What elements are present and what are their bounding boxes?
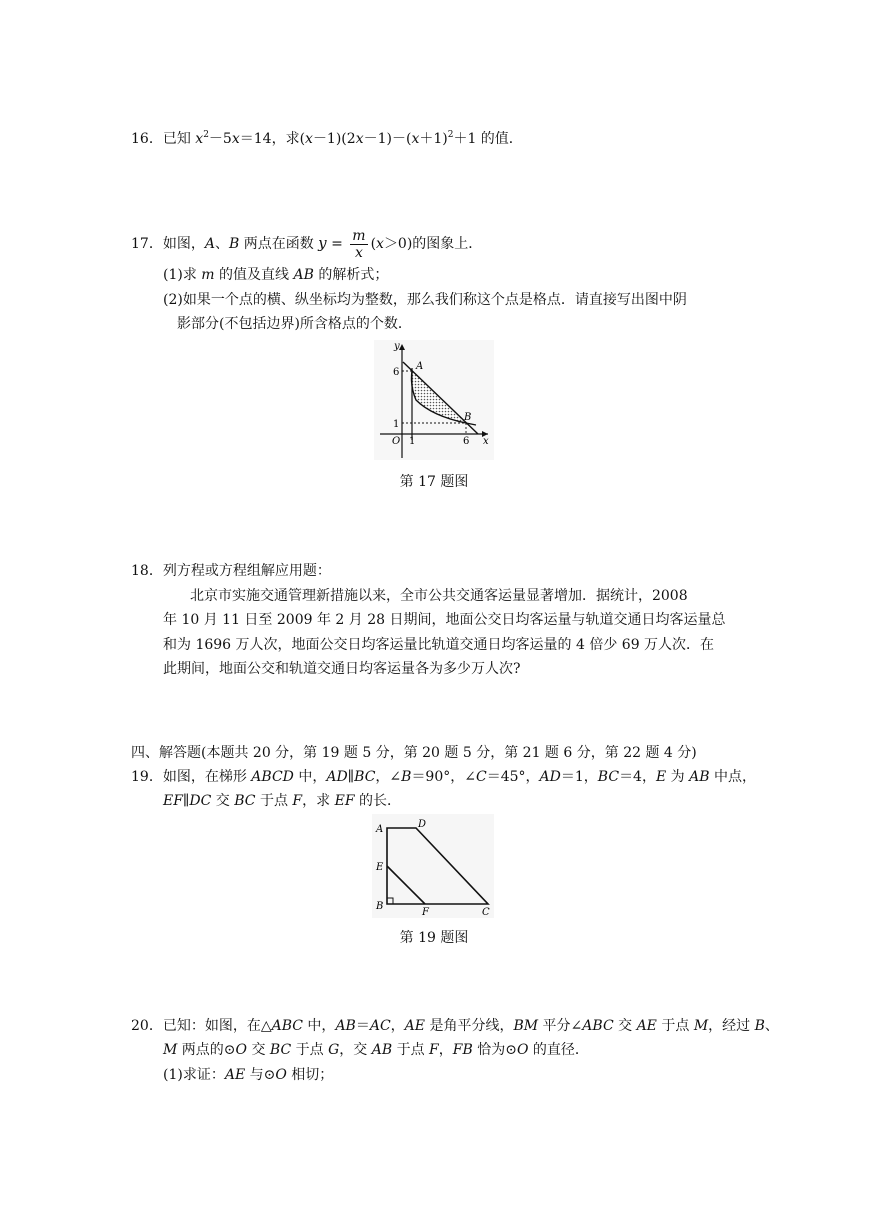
- segment-label: BM: [513, 1018, 539, 1034]
- segment-label: AB: [689, 769, 710, 785]
- label-a: A: [376, 824, 384, 835]
- segment-label: AE: [404, 1018, 426, 1034]
- point-label: M: [163, 1042, 178, 1058]
- label-o: O: [392, 436, 401, 447]
- text: ＝: [355, 1018, 370, 1034]
- text: 与⊙: [245, 1067, 276, 1083]
- question-number: 16．: [131, 131, 163, 147]
- figure-17-graph: [372, 338, 496, 462]
- segment-label: AC: [369, 1018, 391, 1034]
- text: 中点，: [709, 769, 756, 785]
- point-label: B: [754, 1018, 765, 1034]
- label-f: F: [422, 907, 429, 918]
- segment-label: FB: [452, 1042, 473, 1058]
- text: 相切；: [286, 1067, 334, 1083]
- segment-label: AE: [636, 1018, 657, 1034]
- text: ＋1): [419, 131, 448, 147]
- text: ＝45°，: [486, 769, 540, 785]
- question-16: [131, 129, 523, 149]
- text: ，∠: [375, 769, 402, 785]
- text: ，: [438, 1042, 453, 1058]
- text: 于点: [291, 1042, 329, 1058]
- text: 于点: [255, 793, 293, 809]
- point-label: F: [429, 1042, 439, 1058]
- fraction: [350, 228, 367, 261]
- question-number: 17．: [131, 236, 163, 252]
- figure-background: [372, 814, 494, 918]
- var-x: x: [195, 131, 204, 147]
- var-x: x: [355, 131, 364, 147]
- circle-label: O: [235, 1042, 248, 1058]
- section-4-heading: 四、解答题(本题共 20 分，第 19 题 5 分，第 20 题 5 分，第 21 题 6 分，第 22 题 4 分): [131, 745, 697, 761]
- var-x: x: [231, 131, 240, 147]
- point-label: E: [655, 769, 667, 785]
- tick-1-x: 1: [409, 436, 416, 447]
- point-label: M: [693, 1018, 709, 1034]
- question-17-part2-line1: (2)如果一个点的横、纵坐标均为整数，那么我们称这个点是格点．请直接写出图中阴: [163, 292, 687, 308]
- point-label: F: [292, 793, 303, 809]
- numerator: m: [352, 227, 366, 244]
- text: ，: [390, 1018, 405, 1034]
- segment-label: EF∥DC: [163, 793, 212, 809]
- text: 于点: [656, 1018, 694, 1034]
- question-number: 18．: [131, 563, 163, 579]
- figure-19-caption: 第 19 题图: [399, 930, 469, 946]
- text: －5: [208, 131, 232, 147]
- tick-6-x: 6: [463, 436, 470, 447]
- text: 平分∠: [538, 1018, 583, 1034]
- text: 交: [247, 1042, 270, 1058]
- text: (: [370, 236, 377, 252]
- question-18-line1: 北京市实施交通管理新措施以来，全市公共交通客运量显著增加．据统计，2008: [190, 588, 688, 604]
- point-label: B: [228, 236, 240, 252]
- text: 、: [214, 236, 229, 252]
- label-e: E: [376, 862, 384, 873]
- figure-19-trapezoid: [370, 812, 496, 920]
- segment-label: AB: [371, 1042, 393, 1058]
- text: 已知: [162, 131, 196, 147]
- text: ＝14，求(: [239, 131, 306, 147]
- text: 为: [666, 769, 690, 785]
- point-label: G: [328, 1042, 340, 1058]
- circle-label: O: [516, 1042, 529, 1058]
- var-x: x: [411, 131, 420, 147]
- shape-label: ABC: [271, 1018, 303, 1034]
- exponent: 2: [447, 130, 454, 140]
- question-18-line2: 年 10 月 11 日至 2009 年 2 月 28 日期间，地面公交日均客运量与轨道交通日均客运量总: [163, 612, 726, 628]
- question-number: 19．: [131, 769, 163, 785]
- text: ＋1 的值．: [453, 131, 523, 147]
- text: 于点: [392, 1042, 430, 1058]
- exponent: 2: [203, 130, 209, 140]
- text: 中，: [293, 769, 327, 785]
- equals: =: [326, 236, 348, 252]
- question-18-line3: 和为 1696 万人次，地面公交日均客运量比轨道交通日均客运量的 4 倍少 69 万人次．在: [163, 637, 715, 653]
- label-b: B: [464, 412, 472, 423]
- segment-label: AD: [539, 769, 561, 785]
- text: 的值及直线: [214, 267, 294, 283]
- question-19-line1: [131, 767, 756, 787]
- text: 两点在函数: [239, 236, 319, 252]
- question-20-line2: [163, 1040, 589, 1060]
- text: 两点的⊙: [177, 1042, 236, 1058]
- tick-6-y: 6: [393, 367, 400, 378]
- text: (1)求证：: [163, 1067, 225, 1083]
- text: 交: [613, 1018, 637, 1034]
- shape-label: ABCD: [251, 769, 294, 785]
- question-17-part2-line2: 影部分(不包括边界)所含格点的个数．: [177, 316, 412, 332]
- text: 恰为⊙: [472, 1042, 517, 1058]
- text: 的解析式；: [313, 267, 389, 283]
- text: 中，: [302, 1018, 336, 1034]
- point-label: A: [204, 236, 215, 252]
- text: 已知：如图，在△: [162, 1018, 272, 1034]
- text: ，求: [302, 793, 335, 809]
- text: 列方程或方程组解应用题：: [162, 563, 331, 579]
- text: 的长．: [354, 793, 401, 809]
- question-20-part1: [163, 1065, 333, 1085]
- point-label: C: [475, 769, 487, 785]
- label-c: C: [482, 907, 490, 918]
- segment-label: BC: [269, 1042, 292, 1058]
- text: ，交: [339, 1042, 372, 1058]
- label-b: B: [376, 901, 384, 912]
- point-label: B: [401, 769, 412, 785]
- text: 的直径．: [528, 1042, 589, 1058]
- text: ＝4，: [619, 769, 656, 785]
- segment-label: BC: [234, 793, 256, 809]
- text: 交: [211, 793, 235, 809]
- var-m: m: [201, 267, 215, 283]
- var-x: x: [305, 131, 313, 147]
- question-19-line2: [163, 791, 401, 811]
- circle-label: O: [275, 1067, 287, 1083]
- text: ，经过: [708, 1018, 755, 1034]
- text: 如图，: [162, 236, 205, 252]
- text: (1)求: [163, 267, 202, 283]
- segment-label: BC: [597, 769, 620, 785]
- text: 如图，在梯形: [162, 769, 252, 785]
- var-x: x: [376, 236, 384, 252]
- text: 是角平分线，: [425, 1018, 514, 1034]
- denominator: x: [354, 244, 363, 261]
- text: ＝90°，∠: [411, 769, 476, 785]
- label-a: A: [416, 361, 424, 372]
- label-d: D: [418, 819, 427, 830]
- question-number: 20．: [131, 1018, 163, 1034]
- question-18-title: [131, 561, 331, 581]
- label-y: y: [394, 341, 400, 352]
- func-y: y: [318, 234, 327, 252]
- text: －1)(2: [312, 131, 356, 147]
- question-17-intro: [131, 224, 482, 263]
- segment-label: AB: [335, 1018, 356, 1034]
- question-18-line4: 此期间，地面公交和轨道交通日均客运量各为多少万人次?: [163, 661, 521, 677]
- text: 、: [764, 1018, 779, 1034]
- question-17-part1: [163, 265, 388, 285]
- segment-label: EF: [334, 793, 355, 809]
- label-x: x: [483, 436, 489, 447]
- figure-17-caption: 第 17 题图: [399, 474, 469, 490]
- segment-label: AD∥BC: [326, 769, 376, 785]
- question-20-line1: [131, 1016, 779, 1036]
- text: ＝1，: [560, 769, 598, 785]
- angle-label: ABC: [582, 1018, 614, 1034]
- text: ＞0)的图象上．: [383, 236, 483, 252]
- segment-label: AE: [224, 1067, 246, 1083]
- text: －1)－(: [363, 131, 412, 147]
- line-label: AB: [293, 267, 314, 283]
- tick-1-y: 1: [393, 419, 400, 430]
